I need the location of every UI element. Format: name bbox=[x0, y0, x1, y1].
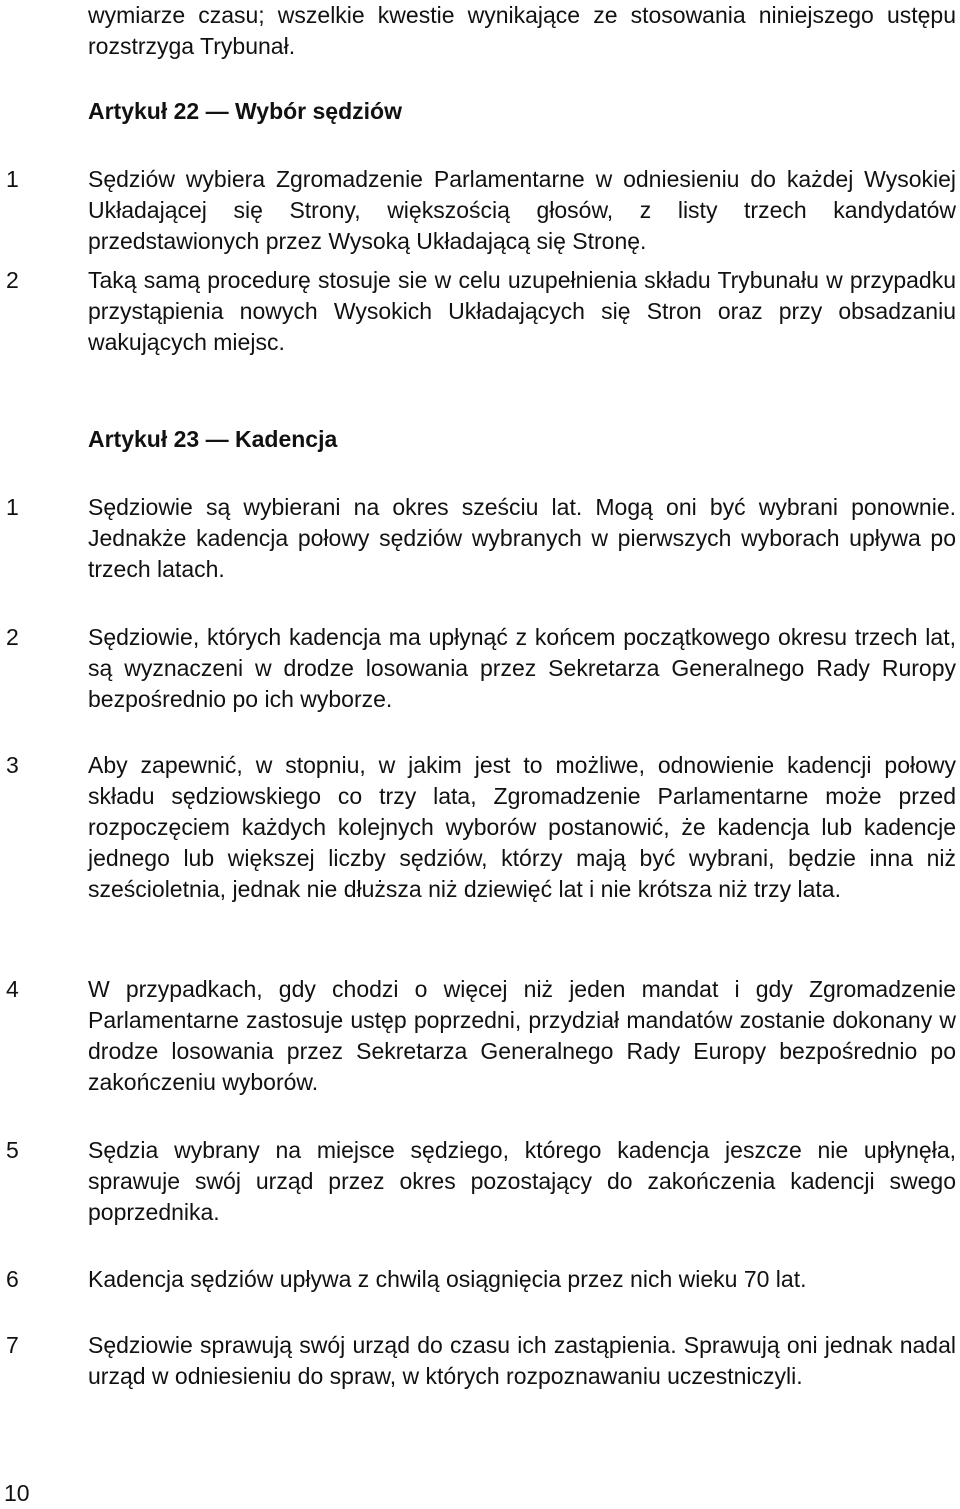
article-22-heading: Artykuł 22 — Wybór sędziów bbox=[88, 98, 402, 124]
item-text: Sędziowie są wybierani na okres sześciu lat. Mogą oni być wybrani ponownie. Jednakże kadencja połowy sędziów wybranych w pierwszych wyborach upływa po trzech latach. bbox=[88, 494, 956, 582]
item-text: W przypadkach, gdy chodzi o więcej niż jeden mandat i gdy Zgromadzenie Parlamentarne zastosuje ustęp poprzedni, przydział mandatów zostanie dokonany w drodze losowania przez Sekretarza Generalnego Rady Europy bezpośrednio po zakończeniu wyborów. bbox=[88, 976, 956, 1095]
item-text: Sędziowie, których kadencja ma upłynąć z końcem początkowego okresu trzech lat, są wyznaczeni w drodze losowania przez Sekretarza Generalnego Rady Ruropy bezpośrednio po ich wyborze. bbox=[88, 624, 956, 712]
item-text: Sędziowie sprawują swój urząd do czasu ich zastąpienia. Sprawują oni jednak nadal urząd w odniesieniu do spraw, w których rozpoznawaniu uczestniczyli. bbox=[88, 1332, 956, 1389]
item-number: 2 bbox=[6, 267, 19, 293]
item-text: Sędziów wybiera Zgromadzenie Parlamentarne w odniesieniu do każdej Wysokiej Układającej się Strony, większością głosów, z listy trzech kandydatów przedstawionych przez Wysoką Układającą się Stronę. bbox=[88, 166, 956, 254]
item-number: 6 bbox=[6, 1266, 19, 1292]
article-23-heading: Artykuł 23 — Kadencja bbox=[88, 426, 338, 452]
item-number: 3 bbox=[6, 752, 19, 778]
item-number: 5 bbox=[6, 1137, 19, 1163]
item-text: Kadencja sędziów upływa z chwilą osiągnięcia przez nich wieku 70 lat. bbox=[88, 1266, 807, 1292]
item-text: Aby zapewnić, w stopniu, w jakim jest to możliwe, odnowienie kadencji połowy składu sędziowskiego co trzy lata, Zgromadzenie Parlamentarne może przed rozpoczęciem każdych kolejnych wyborów postanowić, że kadencja lub kadencje jednego lub większej liczby sędziów, którzy mają być wybrani, będzie inna niż sześcioletnia, jednak nie dłuższa niż dziewięć lat i nie krótsza niż trzy lata. bbox=[88, 752, 956, 902]
continuation-text: wymiarze czasu; wszelkie kwestie wynikające ze stosowania niniejszego ustępu rozstrzyga Trybunał. bbox=[88, 2, 956, 59]
item-text: Sędzia wybrany na miejsce sędziego, którego kadencja jeszcze nie upłynęła, sprawuje swój urząd przez okres pozostający do zakończenia kadencji swego poprzednika. bbox=[88, 1137, 956, 1225]
item-number: 4 bbox=[6, 976, 19, 1002]
item-number: 1 bbox=[6, 494, 19, 520]
item-text: Taką samą procedurę stosuje sie w celu uzupełnienia składu Trybunału w przypadku przystąpienia nowych Wysokich Układających się Stron oraz przy obsadzaniu wakujących miejsc. bbox=[88, 267, 956, 355]
item-number: 1 bbox=[6, 166, 19, 192]
item-number: 2 bbox=[6, 624, 19, 650]
item-number: 7 bbox=[6, 1332, 19, 1358]
page-number: 10 bbox=[4, 1480, 30, 1506]
